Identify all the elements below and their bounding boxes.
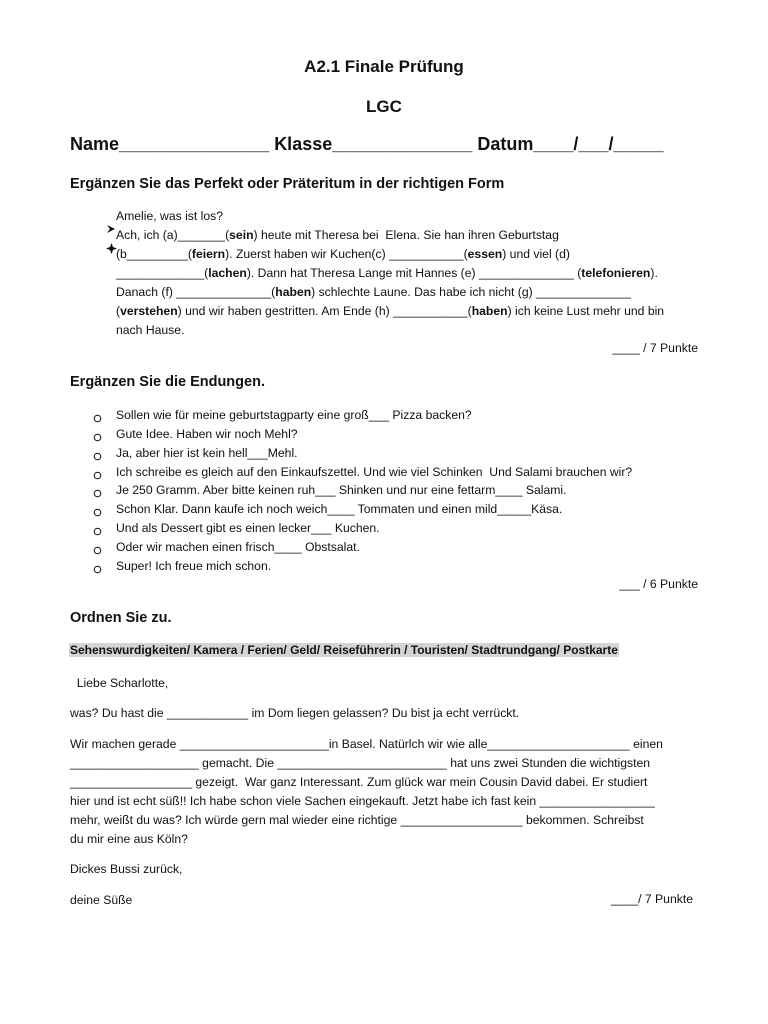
list-item: Ja, aber hier ist kein hell___Mehl.: [116, 445, 298, 460]
exercise-line: Danach (f) ______________(haben) schlechte Laune. Das habe ich nicht (g) ______________: [116, 285, 631, 299]
list-item: Ich schreibe es gleich auf den Einkaufszettel. Und wie viel Schinken Und Salami brauchen wir?: [116, 464, 633, 479]
section3-heading: Ordnen Sie zu.: [70, 610, 172, 626]
letter-line: ___________________ gemacht. Die _________________________ hat uns zwei Stunden die wichtigsten: [70, 756, 651, 770]
section2-heading: Ergänzen Sie die Endungen.: [70, 374, 265, 390]
list-item: Schon Klar. Dann kaufe ich noch weich____ Tommaten und einen mild_____Käsa.: [116, 502, 563, 517]
word-bank: Sehenswurdigkeiten/ Kamera / Ferien/ Geld/ Reiseführerin / Touristen/ Stadtrundgang/ Postkarte: [70, 643, 618, 657]
circle-bullet-icon: [93, 429, 102, 447]
letter-signature: deine Süße: [70, 893, 133, 907]
exercise-line: (verstehen) und wir haben gestritten. Am Ende (h) ___________(haben) ich keine Lust mehr und bin: [116, 304, 665, 318]
diamond-bullet-icon: [93, 229, 117, 271]
exercise-line: nach Hause.: [116, 323, 185, 337]
page-subtitle: LGC: [366, 97, 402, 116]
letter-greeting: Liebe Scharlotte,: [70, 676, 169, 690]
list-item: Sollen wie für meine geburtstagparty eine groß___ Pizza backen?: [116, 408, 472, 422]
dialogue-line: Amelie, was ist los?: [116, 209, 224, 223]
list-item: Oder wir machen einen frisch____ Obstsalat.: [116, 539, 360, 554]
points-field: ____/ 7 Punkte: [611, 892, 693, 906]
letter-line: __________________ gezeigt. War ganz Interessant. Zum glück war mein Cousin David dabei. Er studiert: [70, 775, 648, 789]
section1-heading: Ergänzen Sie das Perfekt oder Präteritum in der richtigen Form: [70, 176, 505, 192]
list-item: Super! Ich freue mich schon.: [116, 558, 272, 573]
letter-line: hier und ist echt süß!! Ich habe schon viele Sachen eingekauft. Jetzt habe ich fast kein _________________: [70, 794, 655, 808]
circle-bullet-icon: [93, 485, 102, 503]
circle-bullet-icon: [93, 542, 102, 560]
letter-paragraph: was? Du hast die ____________ im Dom liegen gelassen? Du bist ja echt verrückt.: [70, 706, 520, 720]
exercise-line: (b_________(feiern). Zuerst haben wir Kuchen(c) ___________(essen) und viel (d): [116, 247, 570, 261]
list-item: Und als Dessert gibt es einen lecker___ Kuchen.: [116, 521, 380, 536]
letter-line: mehr, weißt du was? Ich würde gern mal wieder eine richtige __________________ bekommen. Schreibst: [70, 813, 644, 827]
exercise-line: Ach, ich (a)_______(sein) heute mit Theresa bei Elena. Sie han ihren Geburtstag: [116, 228, 559, 242]
circle-bullet-icon: [93, 504, 102, 522]
page-title: A2.1 Finale Prüfung: [304, 57, 464, 76]
circle-bullet-icon: [93, 448, 102, 466]
circle-bullet-icon: [93, 561, 102, 579]
letter-closing: Dickes Bussi zurück,: [70, 862, 183, 876]
exercise-line: _____________(lachen). Dann hat Theresa Lange mit Hannes (e) ______________ (telefonieren).: [116, 266, 658, 280]
letter-line: Wir machen gerade ______________________in Basel. Natürlch wir wie alle_____________________ einen: [70, 737, 663, 751]
list-item: Je 250 Gramm. Aber bitte keinen ruh___ Shinken und nur eine fettarm____ Salami.: [116, 483, 567, 498]
circle-bullet-icon: [93, 410, 102, 428]
points-field: ____ / 7 Punkte: [612, 341, 698, 355]
points-field: ___ / 6 Punkte: [619, 577, 698, 591]
letter-line: du mir eine aus Köln?: [70, 832, 188, 846]
circle-bullet-icon: [93, 523, 102, 541]
list-item: Gute Idee. Haben wir noch Mehl?: [116, 426, 298, 441]
name-class-date-row: Name_______________ Klasse______________ Datum____/___/_____: [70, 134, 664, 154]
circle-bullet-icon: [93, 467, 102, 485]
